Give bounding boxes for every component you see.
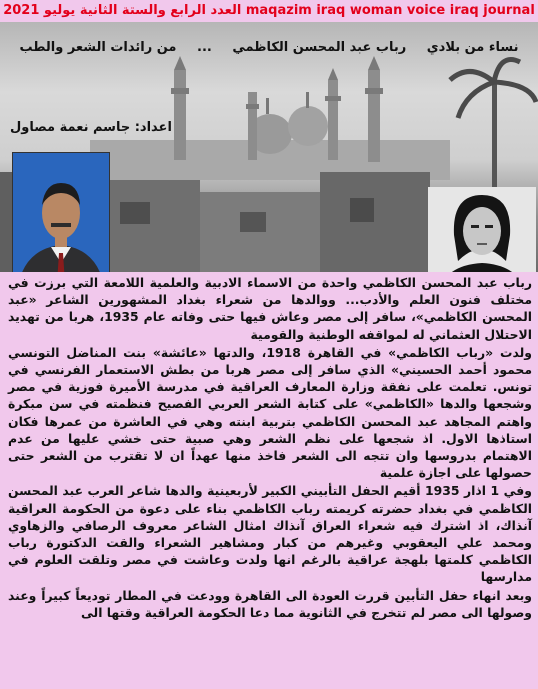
author-portrait (12, 152, 110, 272)
title-separator: ... (197, 40, 212, 55)
byline: اعداد: جاسم نعمة مصاول (10, 120, 172, 135)
paragraph-2: ولدت «رباب الكاظمي» في القاهرة 1918، والدتها «عائشة» بنت المناضل التونسي محمود أحمد الحسيني» الذي سافر إلى مصر هربا من بطش الاستعمار الفرنسي في تونس. تعلمت على نفقة وزارة المعارف العراقية في مدرسة الأميرة فوزية في مصر وشجعها والدها «الكاظمي» على كتابة الشعر العربي الفصيح فنظمته في سن مبكرة واهتم المجاهد عبد المحسن الكاظمي بتربية ابنته وهي في العاشرة من عمرها فكان استاذها الاول. اذ شجعها على نظم الشعر وهي صبية حتى خشي عليها من عدم الاهتمام بدروسها وان تتجه الى الشعر فاخذ منها عهداً ان لا تقترب من الشعر حتى حصولها على اجازة علمية (8, 344, 532, 481)
rabab-portrait (428, 187, 536, 272)
article-title (8, 40, 530, 55)
paragraph-4: وبعد انهاء حفل التأبين قررت العودة الى القاهرة وودعت في المطار توديعاً كبيراً وعند وصولها الى مصر لم تتخرج في الثانوية مما دعا الحكومة العراقية وقتها الى (8, 587, 532, 620)
article-body (8, 274, 532, 622)
paragraph-3: وفي 1 اذار 1935 أقيم الحفل التأبيني الكبير لأربعينية والدها شاعر العرب عبد المحسن الكاظمي في بغداد حضرته كريمته رباب الكاظمي بناء على دعوة من الحكومة العراقية آنذاك، اذ اشترك فيه شعراء العراق آنذاك امثال الشاعر معروف الرصافي والزهاوي ومحمد علي اليعقوبي وغيرهم من كبار ومشاهير الشعراء والقت الدكتورة رباب الكاظمي كلمتها بلهجة عراقية بالرغم انها ولدت وعاشت في مصر وتلقت العلوم في مدارسها (8, 483, 532, 585)
title-series: نساء من بلادي (426, 40, 519, 55)
title-name: رباب عبد المحسن الكاظمي (232, 40, 407, 55)
issue-banner: العدد الرابع والستة الثانية يوليو 2021 maqazim iraq woman voice iraq journal (0, 0, 538, 22)
title-subtitle: من رائدات الشعر والطب (19, 40, 177, 55)
header-photo (0, 22, 538, 272)
paragraph-1: رباب عبد المحسن الكاظمي واحدة من الاسماء الادبية والعلمية اللامعة التي برزت في مختلف فنون العلم والأدب... ووالدها من شعراء بغداد المشهورين الشاعر «عبد المحسن الكاظمي»، سافر إلى مصر وعاش فيها حتى وفاته عام 1935، هربا من تهديد الاحتلال العثماني له لمواقفه الوطنية والقومية (8, 275, 532, 342)
